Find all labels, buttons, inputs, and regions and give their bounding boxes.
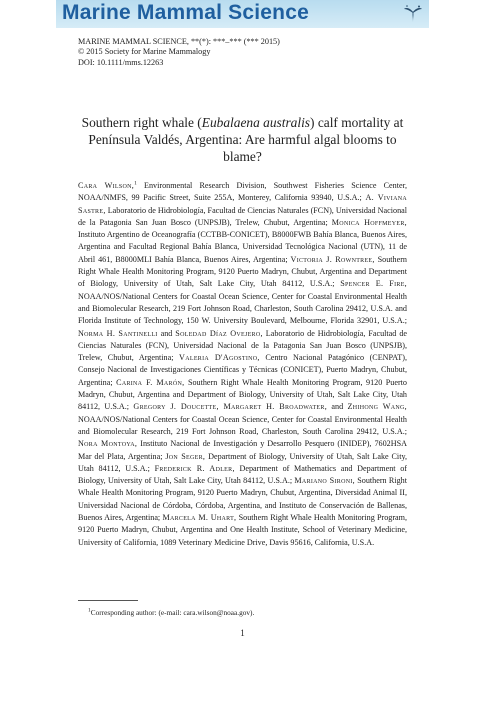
author-affiliations — [78, 180, 407, 549]
author-name: Soledad Díaz Ovejero, — [175, 328, 263, 338]
footnote-marker: 1 — [88, 607, 91, 614]
author-name: Nora Montoya, — [78, 439, 138, 449]
author-affiliation: Laboratorio de Hidrobiología, Facultad de Ciencias Naturales (FCN), Universidad Nacional de la Patagonia San Juan Bosco (UNPSJB), Trelew, Chubut, Argentina; — [78, 328, 407, 363]
author-name: Monica Hoffmeyer, — [331, 217, 407, 227]
author-name: Jon Seger, — [165, 451, 206, 461]
author-affiliation: Department of Mathematics and Department of Biology, University of Utah, Salt Lake City, Utah 84112, U.S.A.; — [78, 463, 407, 486]
article-title-pre: Southern right whale ( — [81, 115, 202, 130]
author-affiliation: Centro Nacional Patagónico (CENPAT), Consejo Nacional de Investigaciones Científicas y Técnicas (CONICET), Puerto Madryn, Chubut, Argentina; — [78, 353, 407, 387]
author-affiliation: Instituto Nacional de Investigación y Desarrollo Pesquero (INIDEP), 7602HSA Mar del Plata, Argentina; — [78, 439, 407, 461]
author-affiliation: Department of Biology, University of Utah, Salt Lake City, Utah 84112, U.S.A.; — [78, 451, 408, 473]
author-name: Cara Wilson, — [78, 181, 135, 190]
footnote — [88, 608, 254, 617]
author-affiliation: Environmental Research Division, Southwest Fisheries Science Center, NOAA/NMFS, 99 Pacific Street, Suite 255A, Monterey, California 93940, U.S.A.; — [78, 181, 408, 203]
doi-line: DOI: 10.1111/mms.12263 — [78, 57, 164, 67]
author-name: Carina F. Marón, — [116, 377, 185, 387]
copyright-line: © 2015 Society for Marine Mammalogy — [78, 47, 211, 57]
author-name: Norma H. Santinelli — [78, 328, 158, 338]
author-name: Marcela M. Uhart, — [162, 513, 237, 523]
author-affiliation: Laboratorio de Hidrobiología, Facultad de Ciencias Naturales (FCN), Universidad Nacional de la Patagonia San Juan Bosco (UNPSJB), Trelew, Chubut, Argentina; — [78, 205, 407, 227]
author-affiliation: Instituto Argentino de Oceanografía (CCTBB-CONICET), B8000FWB Bahía Blanca, Buenos Aires, Argentina and Facultad Regional Bahía Blanca, Universidad Tecnológica Nacional (UTN), 11 de Abril 461, B8000MLI Bahía Blanca, Buenos Aires, Argentina; — [78, 230, 407, 264]
footnote-text: Corresponding author: (e-mail: cara.wilson@noaa.gov). — [90, 608, 255, 617]
citation-block — [78, 37, 280, 68]
author-affiliation: Southern Right Whale Health Monitoring Program, 9120 Puerto Madryn, Chubut, Argentina and Department of Biology, University of Utah, Salt Lake City, Utah 84112, U.S.A.; — [78, 254, 407, 289]
author-affiliation: and — [157, 328, 176, 338]
author-name: Frederick R. Adler, — [154, 463, 235, 473]
whale-tail-icon — [403, 4, 423, 24]
author-name: Mariano Sironi, — [294, 476, 355, 486]
author-affiliation: Southern Right Whale Health Monitoring Program, 9120 Puerto Madryn, Chubut, Argentina, Diversidad Animal II, Universidad Nacional de Córdoba, Córdoba, Argentina, and Instituto de Conservación de Ballenas, Buenos Aires, Argentina; — [78, 476, 407, 523]
author-affiliation: and — [327, 402, 348, 412]
article-title-species: Eubalaena australis — [201, 115, 311, 130]
footnote-rule — [78, 600, 138, 601]
author-name: Gregory J. Doucette, Margaret H. Broadwater, — [133, 402, 328, 412]
author-affiliation: NOAA/NOS/National Centers for Coastal Ocean Science, Center for Coastal Environmental Health and Biomolecular Research, 219 Fort Johnson Road, Charleston, South Carolina 29412, U.S.A.; — [78, 414, 407, 436]
author-name: Zhihong Wang, — [347, 402, 408, 412]
author-footnote-marker: 1 — [134, 180, 137, 187]
author-name: Victoria J. Rowntree, — [290, 254, 375, 264]
citation-line: MARINE MAMMAL SCIENCE, **(*): ***–*** (*** 2015) — [78, 37, 280, 46]
journal-banner — [56, 0, 429, 28]
article-title — [74, 114, 411, 165]
author-affiliation: Southern Right Whale Health Monitoring Program, 9120 Puerto Madryn, Chubut, Argentina and One Health Institute, School of Veterinary Medicine, University of California, 1089 Veterinary Medicine Drive, Davis 95616, California, U.S.A. — [78, 513, 408, 547]
article-title-post: ) calf mortality at Península Valdés, Argentina: Are harmful algal blooms to blame? — [88, 115, 404, 164]
page-number: 1 — [240, 628, 245, 638]
author-affiliation: NOAA/NOS/National Centers for Coastal Ocean Science, Center for Coastal Environmental Health and Biomolecular Research, 219 Fort Johnson Road, Charleston, South Carolina 29412, U.S.A. and Florida Institute of Technology, 150 W. University Boulevard, Melbourne, Florida 32901, U.S.A.; — [78, 291, 407, 326]
author-affiliation: Southern Right Whale Health Monitoring Program, 9120 Puerto Madryn, Chubut, Argentina and Department of Biology, University of Utah, Salt Lake City, Utah 84112, U.S.A.; — [78, 377, 407, 412]
author-name: Valeria D'Agostino, — [179, 353, 260, 363]
journal-banner-title: Marine Mammal Science — [62, 1, 309, 24]
author-name: Spencer E. Fire, — [340, 279, 407, 289]
author-name: A. Viviana Sastre, — [78, 193, 407, 215]
